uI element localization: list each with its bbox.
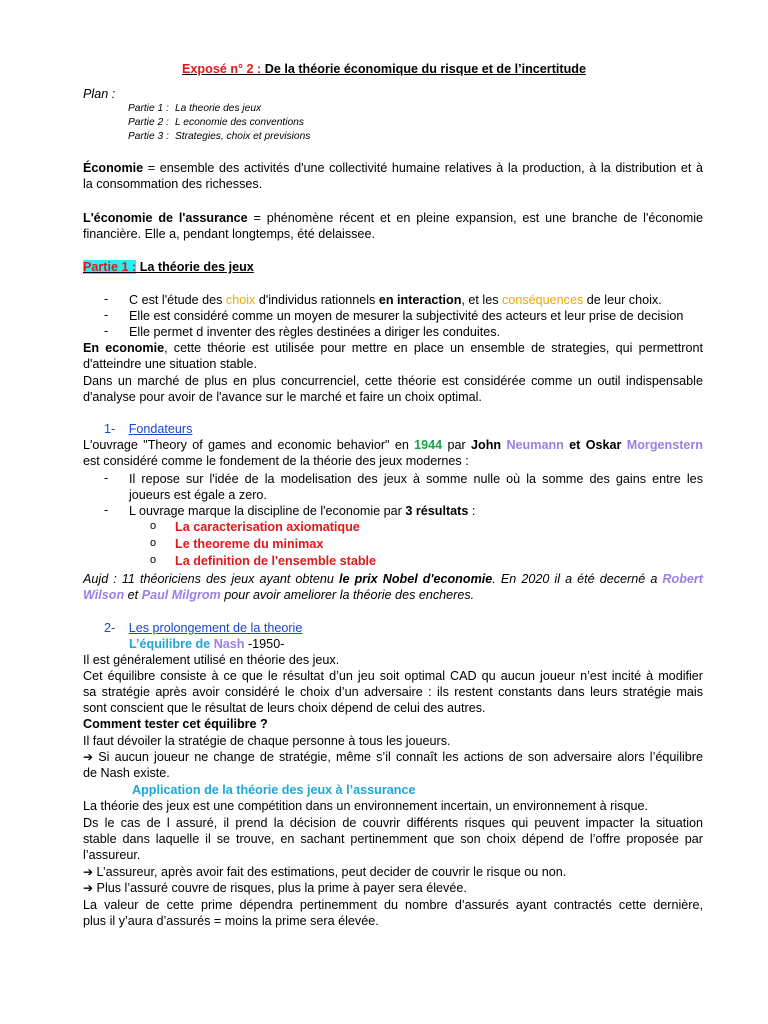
arrow-right-icon: ➔ xyxy=(83,881,94,895)
subsection-heading-prolongement xyxy=(104,620,724,636)
text-run: L’équilibre de xyxy=(129,637,214,651)
paragraph-line: sont conscient que le résultat de leurs choix dépend de celui des autres. xyxy=(83,701,486,715)
text-run: et xyxy=(563,438,586,452)
keyword-consequences: conséquences xyxy=(502,293,584,307)
text-run: de leur choix. xyxy=(583,293,662,307)
bullet-circle: o xyxy=(150,554,157,566)
name-highlight: Morgenstern xyxy=(626,438,704,452)
name-highlight: Paul Milgrom xyxy=(141,588,221,602)
paragraph-line: La théorie des jeux est une compétition dans un environnement incertain, un environnement à risque. xyxy=(83,799,648,813)
economie-definition-line xyxy=(83,160,703,176)
plan-item-number: Partie 1 : xyxy=(128,103,169,114)
paragraph-line: stable dans laquelle il se trouve, en sachant pertinemment que son choix dépend de l’offre proposée par xyxy=(83,832,703,846)
paragraph-line: La valeur de cette prime dépendra pertinemment du nombre d’assurés ayant contractés cette dernière, xyxy=(83,898,703,912)
bullet-dash: - xyxy=(104,324,109,338)
bullet-item xyxy=(129,292,703,308)
bullet-item: Il repose sur l'idée de la modelisation des jeux à somme nulle où la somme des gains entre les xyxy=(129,472,703,486)
assurance-text: = phénomène récent et en pleine expansion, est une branche de l'économie xyxy=(247,211,703,225)
document-title xyxy=(0,61,768,77)
economie-text: = ensemble des activités d'une collectivité humaine relatives à la production, à la distribution et à xyxy=(143,161,703,175)
assurance-term: L'économie de l'assurance xyxy=(83,211,248,225)
title-main: De la théorie économique du risque et de l’incertitude xyxy=(261,62,586,76)
bullet-item: Elle permet d inventer des règles destinées a diriger les conduites. xyxy=(129,325,501,339)
bullet-dash: - xyxy=(104,292,109,306)
text-run: et xyxy=(124,588,142,602)
plan-item-text: L economie des conventions xyxy=(175,117,304,128)
bullet-item: Elle est considéré comme un moyen de mesurer la subjectivité des acteurs et leur prise de decision xyxy=(129,309,684,323)
bold-term: En economie xyxy=(83,341,165,355)
section-title: La théorie des jeux xyxy=(136,260,254,274)
bullet-item-continuation: joueurs est égale a zero. xyxy=(129,488,267,502)
name-highlight: Neumann xyxy=(506,438,564,452)
paragraph-line: Il faut dévoiler la stratégie de chaque personne à tous les joueurs. xyxy=(83,734,451,748)
text-run: L ouvrage marque la discipline de l'economie par xyxy=(129,504,406,518)
text-run: , cette théorie est utilisée pour mettre en place un ensemble de strategies, qui permettront xyxy=(164,341,703,355)
arrow-right-icon: ➔ xyxy=(83,865,94,879)
plan-item-text: Strategies, choix et previsions xyxy=(175,131,311,142)
paragraph-line xyxy=(83,571,703,587)
economie-definition-line: la consommation des richesses. xyxy=(83,177,263,191)
bold-term: 3 résultats xyxy=(405,504,469,518)
paragraph-line: Ds le cas de l assuré, il prend la décision de couvrir différents risques qui peuvent impacter la situation xyxy=(83,816,703,830)
plan-item xyxy=(128,130,748,143)
keyword-interaction: en interaction xyxy=(378,293,462,307)
plan-item-text: La theorie des jeux xyxy=(175,103,262,114)
paragraph-line: Cet équilibre consiste à ce que le résultat d’un jeu soit optimal CAD qu aucun joueur n’est incité à modifier xyxy=(83,669,703,683)
arrow-right-icon: ➔ xyxy=(83,750,94,764)
result-item: Le theoreme du minimax xyxy=(175,537,324,551)
paragraph-line xyxy=(83,437,703,453)
title-prefix: Exposé n° 2 : xyxy=(182,62,262,76)
bullet-dash: - xyxy=(104,503,109,517)
paragraph-line xyxy=(83,749,703,765)
nash-heading xyxy=(129,636,749,652)
result-item: La caracterisation axiomatique xyxy=(175,520,360,534)
keyword-choix: choix xyxy=(225,293,256,307)
paragraph-line: Il est généralement utilisé en théorie des jeux. xyxy=(83,653,340,667)
paragraph-line: l’assureur. xyxy=(83,848,141,862)
name-highlight: Nash xyxy=(213,637,245,651)
year: 1944 xyxy=(414,438,443,452)
text-run: pour avoir ameliorer la théorie des encheres. xyxy=(220,588,475,602)
text-run: , et les xyxy=(461,293,503,307)
plan-item-number: Partie 2 : xyxy=(128,117,169,128)
name: Oskar xyxy=(585,438,622,452)
plan-item xyxy=(128,102,748,115)
name: John xyxy=(471,438,502,452)
text-run: L'ouvrage "Theory of games and economic behavior" en xyxy=(83,438,415,452)
bold-term: le prix Nobel d'economie xyxy=(339,572,493,586)
subsection-number: 2- xyxy=(104,621,116,635)
text-run: : xyxy=(468,504,476,518)
text-run: d'individus rationnels xyxy=(255,293,379,307)
subsection-title: Fondateurs xyxy=(128,422,193,436)
paragraph-line: d'atteindre une situation stable. xyxy=(83,357,257,371)
paragraph-line: Dans un marché de plus en plus concurrenciel, cette théorie est considérée comme un outil indispensable xyxy=(83,374,703,388)
plan-item xyxy=(128,116,748,129)
bullet-dash: - xyxy=(104,308,109,322)
assurance-definition-line: financière. Elle a, pendant longtemps, été delaissee. xyxy=(83,227,375,241)
plan-label: Plan : xyxy=(83,87,116,101)
paragraph-line: sa stratégie après avoir considéré le choix d’un adversaire : ils restent constants dans leurs stratégie mais xyxy=(83,685,703,699)
assurance-definition-line xyxy=(83,210,703,226)
paragraph-line: d'analyse pour avoir de l'avance sur le marché et faire un choix optimal. xyxy=(83,390,482,404)
text-run: Aujd : 11 théoriciens des jeux ayant obtenu xyxy=(83,572,339,586)
bullet-circle: o xyxy=(150,537,157,549)
subsection-title: Les prolongement de la theorie xyxy=(128,621,303,635)
text-run: . En 2020 il a été decerné a xyxy=(492,572,663,586)
section-label: Partie 1 : xyxy=(83,260,137,274)
bullet-dash: - xyxy=(104,471,109,485)
name-highlight: Robert xyxy=(662,572,703,586)
section-heading-partie1 xyxy=(83,259,703,275)
text-run: Si aucun joueur ne change de stratégie, même s’il connaît les actions de son adversaire alors l’équilibre xyxy=(93,750,703,764)
paragraph-line xyxy=(83,864,703,880)
text-run: Plus l’assuré couvre de risques, plus la prime à payer sera élevée. xyxy=(93,881,467,895)
text-run: C est l'étude des xyxy=(129,293,226,307)
bullet-item xyxy=(129,503,703,519)
application-heading: Application de la théorie des jeux à l’assurance xyxy=(132,783,416,797)
subsection-number: 1- xyxy=(104,422,116,436)
subsection-heading-fondateurs xyxy=(104,421,724,437)
text-run: -1950- xyxy=(244,637,285,651)
question-line: Comment tester cet équilibre ? xyxy=(83,717,268,731)
text-run: par xyxy=(442,438,472,452)
plan-item-number: Partie 3 : xyxy=(128,131,169,142)
result-item: La definition de l'ensemble stable xyxy=(175,554,377,568)
economie-term: Économie xyxy=(83,161,144,175)
name-highlight: Wilson xyxy=(83,588,125,602)
paragraph-line: de Nash existe. xyxy=(83,766,170,780)
paragraph-line: est considéré comme le fondement de la théorie des jeux modernes : xyxy=(83,454,469,468)
paragraph-line xyxy=(83,340,703,356)
paragraph-line: plus il y’aura d’assurés = moins la prime sera élevée. xyxy=(83,914,379,928)
bullet-circle: o xyxy=(150,520,157,532)
text-run: L’assureur, après avoir fait des estimations, peut decider de couvrir le risque ou non. xyxy=(93,865,567,879)
paragraph-line xyxy=(83,880,703,896)
paragraph-line xyxy=(83,587,703,603)
